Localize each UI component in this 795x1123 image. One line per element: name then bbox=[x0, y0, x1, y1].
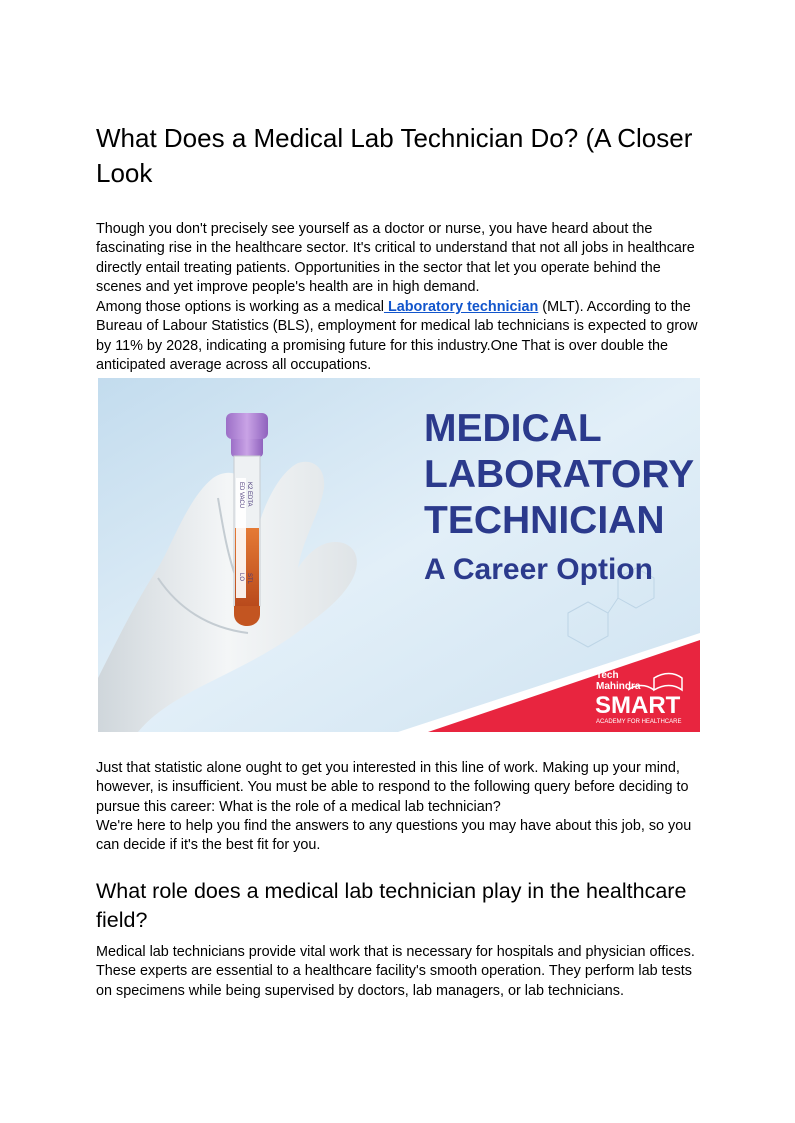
page-title: What Does a Medical Lab Technician Do? (A Closer Look bbox=[96, 123, 693, 188]
svg-text:K2 EDTA: K2 EDTA bbox=[246, 482, 252, 507]
svg-text:STL: STL bbox=[246, 573, 252, 585]
section-heading: What role does a medical lab technician play in the healthcare field? bbox=[96, 879, 687, 932]
after-image-paragraph-2: We're here to help you find the answers to any questions you may have about this job, so you can decide if it's the best fit for you. bbox=[96, 818, 692, 854]
svg-text:SMART: SMART bbox=[595, 692, 681, 719]
intro-paragraph-2-text-after: (MLT). According to the Bureau of Labour Statistics (BLS), employment for medical lab technicians is expected to grow by 11% by 2028, indicating a promising future for this industry.One That is over double the anticipated average across all occupations. bbox=[96, 299, 698, 374]
svg-text:Tech: Tech bbox=[596, 670, 619, 681]
svg-text:ACADEMY FOR HEALTHCARE: ACADEMY FOR HEALTHCARE bbox=[596, 719, 682, 725]
section-paragraph-1: Medical lab technicians provide vital work that is necessary for hospitals and physician offices. These experts are essential to a healthcare facility's smooth operation. They perform lab tests on specimens while being supervised by doctors, lab managers, or lab technicians. bbox=[96, 944, 695, 999]
banner-line-4: A Career Option bbox=[424, 553, 653, 586]
intro-paragraph-2-text-before: Among those options is working as a medical bbox=[96, 299, 384, 315]
intro-paragraph-1: Though you don't precisely see yourself as a doctor or nurse, you have heard about the fascinating rise in the healthcare sector. It's critical to understand that not all jobs in healthcare directly entail treating patients. Opportunities in the sector that let you operate behind the scenes and yet improve people's health are in high demand. bbox=[96, 221, 695, 296]
banner-line-1: MEDICAL bbox=[424, 407, 602, 450]
after-image-paragraph-1: Just that statistic alone ought to get you interested in this line of work. Making up your mind, however, is insufficient. You must be able to respond to the following query before deciding to pursue this career: What is the role of a medical lab technician? bbox=[96, 760, 689, 815]
medical-lab-technician-banner bbox=[98, 378, 700, 732]
intro-paragraph-2 bbox=[96, 298, 702, 376]
svg-text:ED VACU: ED VACU bbox=[238, 482, 244, 509]
laboratory-technician-link[interactable]: Laboratory technician bbox=[383, 299, 539, 315]
banner-line-3: TECHNICIAN bbox=[424, 499, 665, 542]
banner-line-2: LABORATORY bbox=[424, 453, 695, 496]
svg-text:Mahindra: Mahindra bbox=[596, 681, 641, 692]
svg-text:LO: LO bbox=[238, 573, 244, 582]
